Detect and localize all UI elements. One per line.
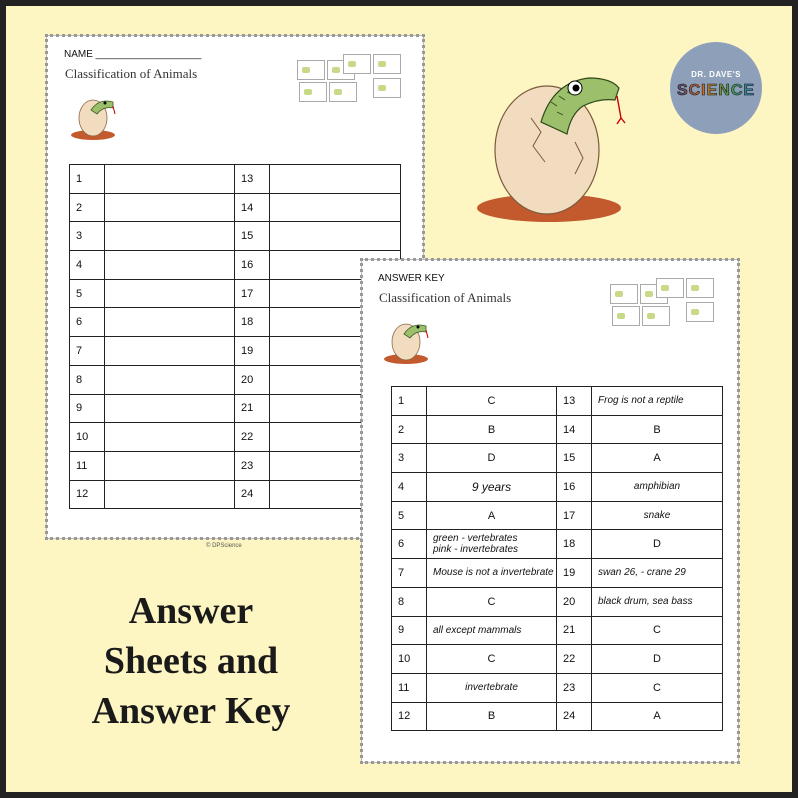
answer-cell: B	[592, 415, 723, 444]
answer-cell: amphibian	[592, 473, 723, 502]
answer-cell[interactable]	[105, 193, 235, 222]
question-number: 9	[392, 616, 427, 645]
answer-cell: snake	[592, 501, 723, 530]
question-number: 23	[557, 673, 592, 702]
table-row	[392, 616, 723, 645]
question-number: 18	[557, 530, 592, 559]
answer-key-table	[391, 386, 723, 731]
table-row	[70, 394, 401, 423]
question-number: 20	[557, 587, 592, 616]
answer-cell: D	[592, 645, 723, 674]
table-row	[392, 702, 723, 731]
table-row	[392, 530, 723, 559]
answer-cell: swan 26, - crane 29	[592, 559, 723, 588]
question-number: 8	[392, 587, 427, 616]
question-number: 24	[557, 702, 592, 731]
table-row	[392, 587, 723, 616]
answer-key-thumbnails	[610, 278, 720, 328]
answer-cell[interactable]	[105, 222, 235, 251]
question-number: 21	[235, 394, 270, 423]
answer-key-sheet	[361, 259, 739, 763]
headline-line-3: Answer Key	[91, 690, 291, 732]
question-number: 24	[235, 480, 270, 509]
question-number: 12	[70, 480, 105, 509]
answer-cell[interactable]	[270, 193, 401, 222]
answer-cell: D	[592, 530, 723, 559]
question-number: 15	[235, 222, 270, 251]
blank-answer-table	[69, 164, 401, 509]
question-number: 16	[235, 251, 270, 280]
answer-cell[interactable]	[105, 165, 235, 194]
answer-cell: invertebrate	[427, 673, 557, 702]
question-number: 22	[557, 645, 592, 674]
table-row	[70, 451, 401, 480]
question-number: 14	[235, 193, 270, 222]
table-row	[70, 337, 401, 366]
table-row	[392, 559, 723, 588]
answer-key-title: Classification of Animals	[379, 290, 512, 305]
table-row	[70, 423, 401, 452]
answer-cell[interactable]	[270, 222, 401, 251]
answer-cell: C	[427, 387, 557, 416]
question-number: 21	[557, 616, 592, 645]
table-row	[70, 279, 401, 308]
question-number: 2	[392, 415, 427, 444]
question-number: 9	[70, 394, 105, 423]
answer-key-label: ANSWER KEY	[378, 273, 445, 284]
answer-cell: A	[592, 702, 723, 731]
answer-cell[interactable]	[105, 423, 235, 452]
table-row	[392, 673, 723, 702]
question-number: 20	[235, 365, 270, 394]
answer-cell[interactable]	[270, 165, 401, 194]
table-row	[70, 251, 401, 280]
question-number: 4	[392, 473, 427, 502]
question-number: 17	[557, 501, 592, 530]
question-number: 2	[70, 193, 105, 222]
question-number: 6	[392, 530, 427, 559]
question-number: 3	[70, 222, 105, 251]
question-number: 19	[557, 559, 592, 588]
table-row	[70, 222, 401, 251]
table-row	[392, 645, 723, 674]
answer-cell[interactable]	[105, 251, 235, 280]
question-number: 12	[392, 702, 427, 731]
question-number: 8	[70, 365, 105, 394]
answer-cell: C	[427, 645, 557, 674]
answer-cell: A	[427, 501, 557, 530]
question-number: 3	[392, 444, 427, 473]
table-row	[392, 444, 723, 473]
answer-cell: A	[592, 444, 723, 473]
table-row	[70, 308, 401, 337]
question-number: 4	[70, 251, 105, 280]
question-number: 17	[235, 279, 270, 308]
answer-cell: D	[427, 444, 557, 473]
hatching-snake-egg-illustration	[471, 58, 631, 228]
table-row	[392, 501, 723, 530]
question-number: 1	[392, 387, 427, 416]
question-number: 11	[70, 451, 105, 480]
answer-cell[interactable]	[105, 337, 235, 366]
answer-cell[interactable]	[105, 279, 235, 308]
answer-cell[interactable]	[105, 394, 235, 423]
table-row	[70, 193, 401, 222]
worksheet-thumbnails	[297, 54, 407, 104]
answer-cell: 9 years	[427, 473, 557, 502]
logo-main-text: SCIENCE	[674, 82, 758, 100]
sheet-title: Classification of Animals	[65, 66, 198, 81]
question-number: 22	[235, 423, 270, 452]
answer-cell: all except mammals	[427, 616, 557, 645]
question-number: 1	[70, 165, 105, 194]
table-row	[70, 480, 401, 509]
question-number: 14	[557, 415, 592, 444]
answer-cell[interactable]	[105, 480, 235, 509]
answer-cell: B	[427, 702, 557, 731]
dr-daves-science-logo	[670, 42, 762, 134]
table-row	[70, 165, 401, 194]
question-number: 13	[557, 387, 592, 416]
question-number: 7	[70, 337, 105, 366]
table-row	[392, 473, 723, 502]
answer-cell: black drum, sea bass	[592, 587, 723, 616]
question-number: 5	[70, 279, 105, 308]
question-number: 10	[392, 645, 427, 674]
answer-cell: C	[427, 587, 557, 616]
question-number: 6	[70, 308, 105, 337]
answer-cell: B	[427, 415, 557, 444]
hatching-snake-egg-icon	[382, 316, 432, 366]
table-row	[392, 415, 723, 444]
name-field-label: NAME ___________________	[64, 49, 202, 60]
answer-cell: C	[592, 673, 723, 702]
question-number: 15	[557, 444, 592, 473]
question-number: 23	[235, 451, 270, 480]
answer-cell[interactable]	[105, 451, 235, 480]
question-number: 7	[392, 559, 427, 588]
answer-cell[interactable]	[105, 365, 235, 394]
answer-cell: green - vertebrates pink - invertebrates	[427, 530, 557, 559]
question-number: 19	[235, 337, 270, 366]
headline	[46, 586, 336, 736]
headline-line-1: Answer	[128, 590, 254, 632]
headline-line-2: Sheets and	[103, 640, 279, 682]
logo-top-text: DR. DAVE'S	[691, 70, 741, 79]
answer-cell[interactable]	[105, 308, 235, 337]
copyright-note: © DPScience	[206, 543, 242, 549]
question-number: 10	[70, 423, 105, 452]
question-number: 5	[392, 501, 427, 530]
table-row	[70, 365, 401, 394]
question-number: 18	[235, 308, 270, 337]
question-number: 11	[392, 673, 427, 702]
table-row	[392, 387, 723, 416]
hatching-snake-egg-icon	[69, 92, 119, 142]
question-number: 13	[235, 165, 270, 194]
answer-cell: Mouse is not a invertebrate	[427, 559, 557, 588]
answer-cell: C	[592, 616, 723, 645]
question-number: 16	[557, 473, 592, 502]
answer-cell: Frog is not a reptile	[592, 387, 723, 416]
